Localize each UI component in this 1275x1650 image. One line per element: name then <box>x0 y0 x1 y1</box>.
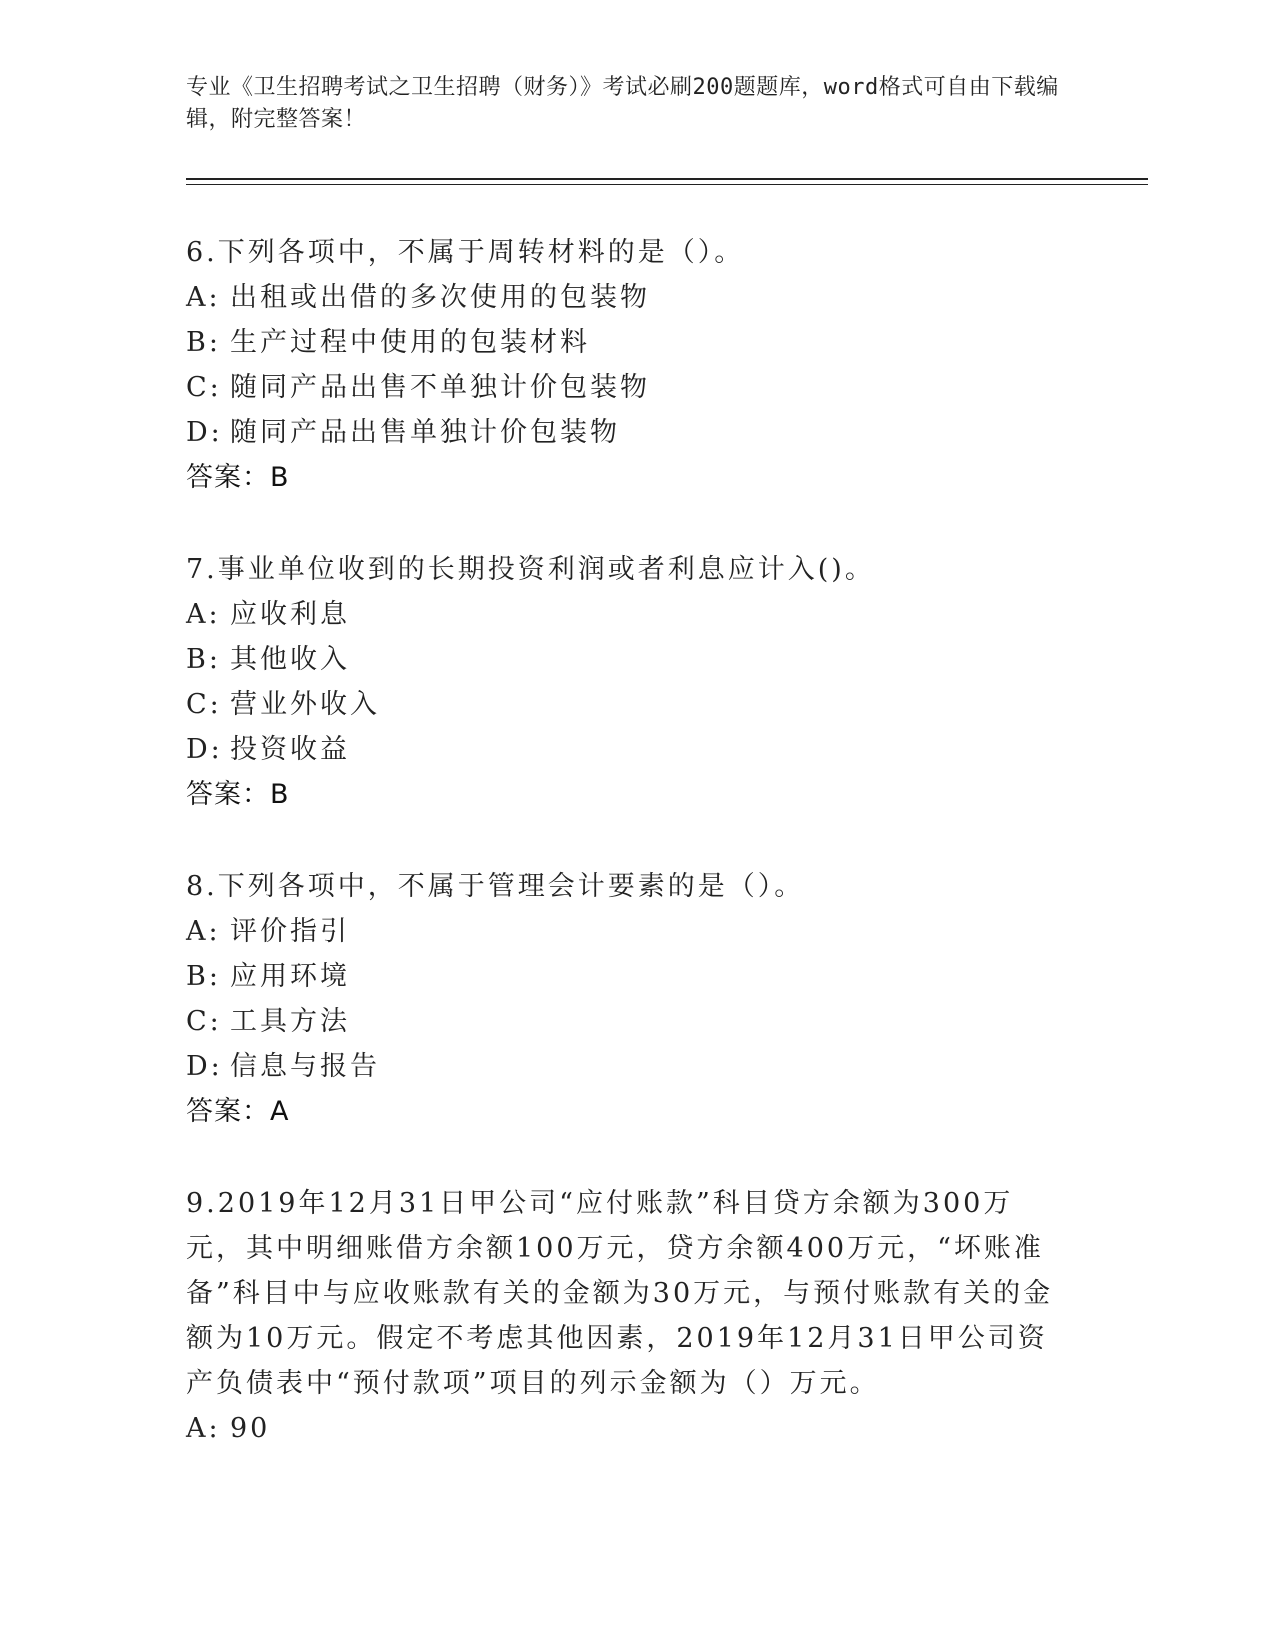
option-a <box>186 1406 1066 1451</box>
option-letter: A: <box>186 1413 221 1444</box>
option-letter: A: <box>186 916 221 947</box>
question-9 <box>186 1181 1066 1451</box>
option-a <box>186 909 1066 954</box>
option-d <box>186 727 1066 772</box>
option-a <box>186 275 1066 320</box>
option-letter: D: <box>186 417 223 448</box>
header-divider-thick <box>186 178 1148 180</box>
question-stem: 6.下列各项中，不属于周转材料的是（）。 <box>186 237 745 268</box>
option-d <box>186 410 1066 455</box>
question-6 <box>186 230 1066 500</box>
option-text: 随同产品出售单独计价包装物 <box>230 417 620 448</box>
option-c <box>186 682 1066 727</box>
option-letter: C: <box>186 689 222 720</box>
option-letter: A: <box>186 599 221 630</box>
option-letter: A: <box>186 282 221 313</box>
option-letter: C: <box>186 1006 222 1037</box>
option-letter: D: <box>186 734 223 765</box>
option-a <box>186 592 1066 637</box>
option-text: 工具方法 <box>230 1006 350 1037</box>
option-text: 应用环境 <box>230 961 350 992</box>
question-8 <box>186 864 1066 1134</box>
option-c <box>186 365 1066 410</box>
answer-label: 答案：B <box>186 779 290 810</box>
option-text: 营业外收入 <box>230 689 380 720</box>
question-7 <box>186 547 1066 817</box>
option-letter: B: <box>186 327 221 358</box>
option-text: 出租或出借的多次使用的包装物 <box>230 282 650 313</box>
header-divider-thin <box>186 184 1148 185</box>
option-text: 评价指引 <box>230 916 350 947</box>
option-text: 投资收益 <box>230 734 350 765</box>
option-b <box>186 954 1066 999</box>
option-letter: B: <box>186 644 221 675</box>
option-b <box>186 637 1066 682</box>
option-text: 其他收入 <box>230 644 350 675</box>
question-stem: 7.事业单位收到的长期投资利润或者利息应计入()。 <box>186 554 875 585</box>
option-b <box>186 320 1066 365</box>
option-letter: B: <box>186 961 221 992</box>
option-text: 随同产品出售不单独计价包装物 <box>230 372 650 403</box>
question-stem: 8.下列各项中，不属于管理会计要素的是（）。 <box>186 871 805 902</box>
option-text: 信息与报告 <box>230 1051 380 1082</box>
option-d <box>186 1044 1066 1089</box>
answer-label: 答案：A <box>186 1096 290 1127</box>
option-c <box>186 999 1066 1044</box>
answer-label: 答案：B <box>186 462 290 493</box>
document-header: 专业《卫生招聘考试之卫生招聘（财务）》考试必刷200题题库，word格式可自由下载编辑，附完整答案！ <box>186 75 1059 132</box>
option-text: 应收利息 <box>230 599 350 630</box>
option-letter: C: <box>186 372 222 403</box>
option-letter: D: <box>186 1051 223 1082</box>
option-text: 90 <box>230 1413 271 1444</box>
question-stem: 9.2019年12月31日甲公司“应付账款”科目贷方余额为300万元，其中明细账借方余额100万元，贷方余额400万元，“坏账准备”科目中与应收账款有关的金额为30万元，与预付账款有关的金额为10万元。假定不考虑其他因素，2019年12月31日甲公司资产负债表中“预付款项”项目的列示金额为（）万元。 <box>186 1188 1054 1399</box>
option-text: 生产过程中使用的包装材料 <box>230 327 590 358</box>
